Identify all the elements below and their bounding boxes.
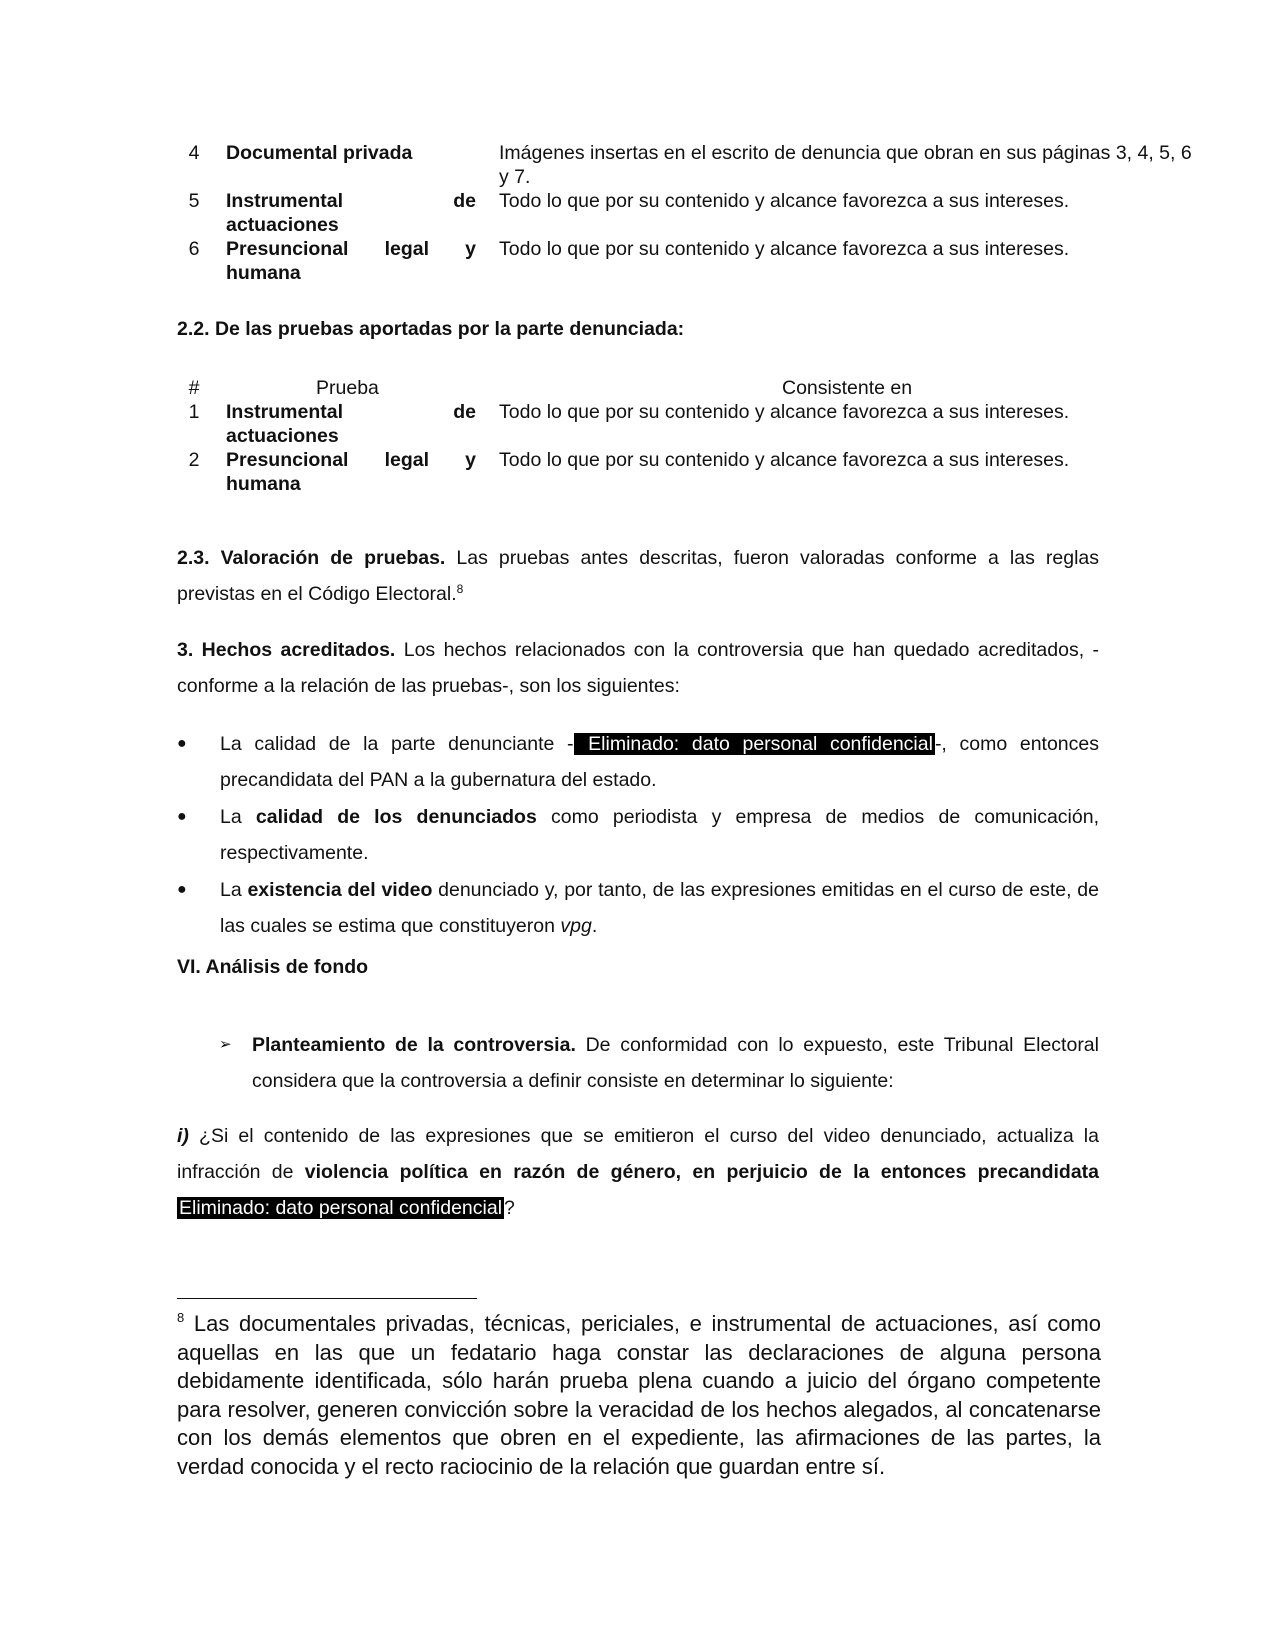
list-item: [177, 726, 1099, 798]
item-text: De conformidad con lo expuesto, este Tribunal Electoral considera que la controversia a definir consiste en determinar lo siguiente:: [252, 1034, 1099, 1092]
table-row: [186, 448, 1196, 496]
evidence-description: Todo lo que por su contenido y alcance favorezca a sus intereses.: [499, 449, 1070, 471]
evidence-table-respondent: [186, 376, 1196, 496]
row-number: 5: [188, 190, 200, 212]
item-text: La: [220, 879, 248, 901]
list-item: [177, 872, 1099, 944]
bullet-icon: ●: [177, 881, 187, 898]
row-number: 4: [188, 142, 200, 164]
item-text: La: [220, 806, 256, 828]
item-text: -, como entonces precandidata del PAN a la gubernatura del estado.: [220, 733, 1099, 791]
evidence-description: Imágenes insertas en el escrito de denuncia que obran en sus páginas 3, 4, 5, 6 y 7.: [499, 142, 1192, 188]
evidence-table-complainant: [186, 141, 1196, 285]
paragraph-hechos: [177, 632, 1099, 704]
header-number: #: [188, 377, 200, 399]
arrow-bullet-icon: ➢: [219, 1036, 232, 1053]
evidence-name-line2: humana: [226, 262, 301, 284]
item-bold: calidad de los denunciados: [255, 806, 537, 828]
list-item: [177, 799, 1099, 871]
evidence-name-line1: Instrumental de: [226, 190, 476, 212]
row-number: 2: [188, 449, 200, 471]
question-label: i): [177, 1125, 189, 1147]
paragraph-text: Las pruebas antes descritas, fueron valoradas conforme a las reglas previstas en el Código Electoral.: [177, 547, 1099, 605]
table-row: [186, 237, 1196, 285]
header-description: Consistente en: [782, 377, 913, 399]
evidence-name-line2: humana: [226, 473, 301, 495]
evidence-name: Documental privada: [226, 142, 413, 164]
bullet-icon: ●: [177, 735, 187, 752]
facts-list: [177, 726, 1099, 945]
evidence-name-line1: Instrumental de: [226, 401, 476, 423]
item-bold: Planteamiento de la controversia.: [252, 1034, 576, 1056]
question-end: ?: [504, 1197, 515, 1219]
evidence-name: [226, 400, 476, 448]
evidence-description: Todo lo que por su contenido y alcance favorezca a sus intereses.: [499, 401, 1070, 423]
item-text: La calidad de la parte denunciante -: [220, 733, 574, 755]
item-text: como periodista y empresa de medios de comunicación, respectivamente.: [220, 806, 1099, 864]
paragraph-valoracion: [177, 540, 1099, 612]
redaction-box: Eliminado: dato personal confidencial: [179, 1197, 503, 1219]
question-bold: violencia política en razón de género, en perjuicio de la entonces precandidata: [304, 1161, 1100, 1183]
paragraph-label: 3. Hechos acreditados.: [177, 639, 396, 661]
item-text-block: [219, 1027, 1099, 1099]
item-bold: existencia del video: [247, 879, 433, 901]
paragraph-question: [177, 1118, 1099, 1226]
section-heading-2-2: 2.2. De las pruebas aportadas por la parte denunciada:: [177, 318, 685, 340]
evidence-name-line2: actuaciones: [226, 214, 339, 236]
table-row: [186, 400, 1196, 448]
paragraph-label: 2.3. Valoración de pruebas.: [177, 547, 446, 569]
bullet-icon: ●: [177, 808, 187, 825]
evidence-name: [226, 448, 476, 496]
arrow-list-item: [219, 1027, 1099, 1099]
footnote: [177, 1310, 1101, 1481]
evidence-name: [226, 237, 476, 285]
item-text: .: [591, 915, 598, 937]
footnote-ref[interactable]: 8: [456, 582, 464, 596]
evidence-name-line2: actuaciones: [226, 425, 339, 447]
redaction-box: Eliminado: dato personal confidencial: [575, 733, 933, 755]
row-number: 6: [188, 238, 200, 260]
table-header: [186, 376, 1196, 400]
evidence-name-line1: Presuncional legal y: [226, 449, 476, 471]
table-row: [186, 189, 1196, 237]
header-evidence: Prueba: [316, 377, 379, 399]
item-text: denunciado y, por tanto, de las expresiones emitidas en el curso de este, de las cuales se estima que constituyeron: [220, 879, 1099, 937]
footnote-separator: [177, 1298, 477, 1299]
section-heading-vi: VI. Análisis de fondo: [177, 956, 369, 978]
evidence-name-line1: Presuncional legal y: [226, 238, 476, 260]
item-italic: vpg: [560, 915, 592, 937]
table-row: [186, 141, 1196, 189]
row-number: 1: [188, 401, 200, 423]
evidence-name: [226, 189, 476, 237]
evidence-description: Todo lo que por su contenido y alcance favorezca a sus intereses.: [499, 238, 1070, 260]
footnote-text: Las documentales privadas, técnicas, periciales, e instrumental de actuaciones, así como aquellas en las que un fedatario haga constar las declaraciones de alguna persona debidamente identificada, sólo harán prueba plena cuando a juicio del órgano competente para resolver, generen convicción sobre la veracidad de los hechos alegados, al concatenarse con los demás elementos que obren en el expediente, las afirmaciones de las partes, la verdad conocida y el recto raciocinio de la relación que guardan entre sí.: [177, 1311, 1101, 1479]
evidence-description: Todo lo que por su contenido y alcance favorezca a sus intereses.: [499, 190, 1070, 212]
paragraph-text: Los hechos relacionados con la controversia que han quedado acreditados, -conforme a la relación de las pruebas-, son los siguientes:: [177, 639, 1100, 697]
question-text: ¿Si el contenido de las expresiones que se emitieron el curso del video denunciado, actualiza la infracción de: [177, 1125, 1099, 1183]
footnote-number: 8: [177, 1310, 185, 1325]
